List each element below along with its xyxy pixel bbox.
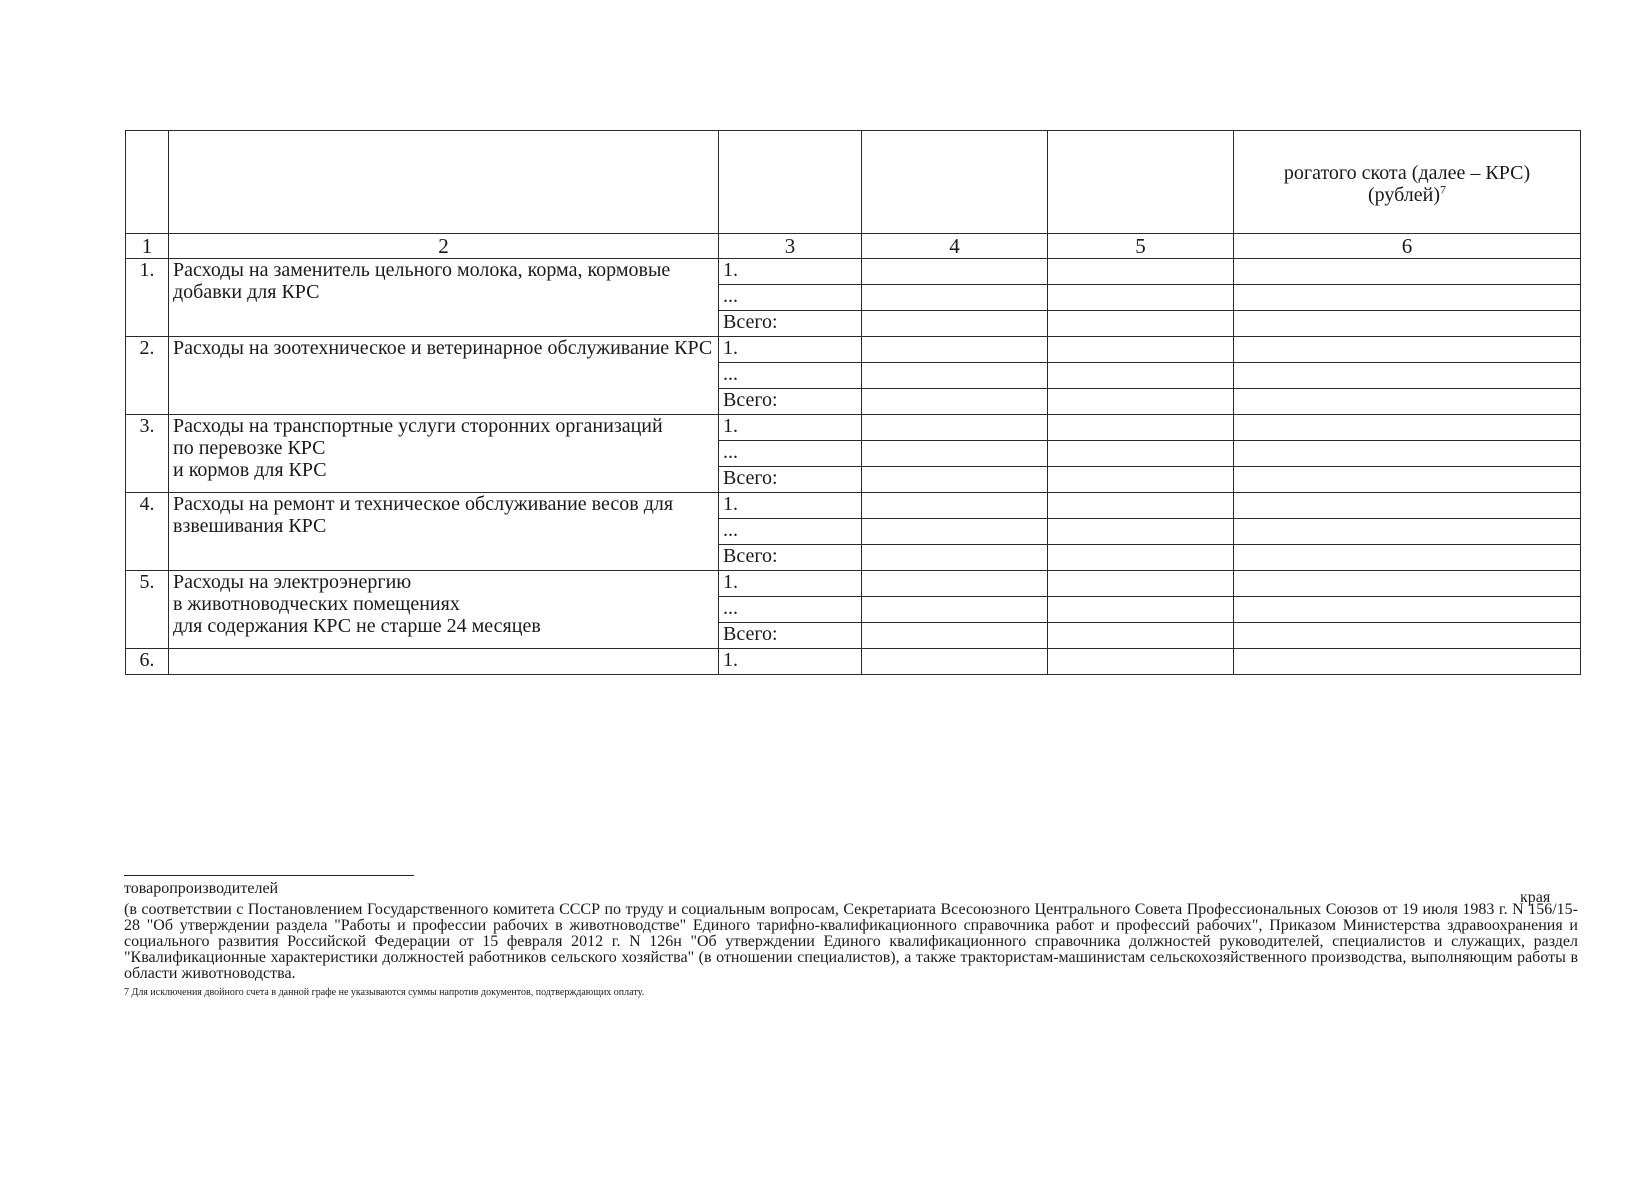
value-cell [1048, 649, 1234, 675]
sub-item-label: 1. [719, 493, 862, 519]
value-cell [1048, 493, 1234, 519]
header-col6-unit: (рублей) [1367, 184, 1441, 206]
value-cell [862, 493, 1048, 519]
value-cell [1048, 441, 1234, 467]
sub-item-label: ... [719, 441, 862, 467]
footnote-continuation-line: товаропроизводителей [124, 880, 279, 897]
table-row [126, 259, 1581, 285]
sub-item-label: 1. [719, 571, 862, 597]
value-cell [1048, 285, 1234, 311]
table-row [126, 571, 1581, 597]
sub-item-label: ... [719, 597, 862, 623]
row-description-line: по перевозке КРС [173, 437, 326, 459]
value-cell [1234, 623, 1581, 649]
value-cell [1048, 415, 1234, 441]
expenses-table [125, 130, 1581, 675]
value-cell [1048, 363, 1234, 389]
column-number: 4 [862, 234, 1048, 259]
value-cell [1234, 415, 1581, 441]
sub-item-label: 1. [719, 649, 862, 675]
value-cell [1048, 389, 1234, 415]
header-col6-title: рогатого скота (далее – КРС) [1283, 162, 1531, 184]
footnote-separator [124, 875, 414, 876]
table-row [126, 415, 1581, 441]
row-number: 5. [126, 571, 169, 649]
header-cell-1 [126, 131, 169, 234]
footnote-ref-7: 7 [1440, 182, 1447, 197]
sub-item-label: ... [719, 285, 862, 311]
row-description [169, 415, 719, 493]
value-cell [1048, 337, 1234, 363]
row-number: 2. [126, 337, 169, 415]
sub-item-total: Всего: [719, 545, 862, 571]
value-cell [862, 415, 1048, 441]
column-number: 2 [169, 234, 719, 259]
header-col6-unit-line [1238, 184, 1576, 206]
value-cell [1048, 519, 1234, 545]
value-cell [862, 623, 1048, 649]
footnote-7 [124, 987, 644, 998]
row-description: Расходы на ремонт и техническое обслуживание весов для взвешивания КРС [169, 493, 719, 571]
footnote-7-mark: 7 [124, 987, 129, 998]
value-cell [1234, 493, 1581, 519]
value-cell [1048, 597, 1234, 623]
footnote-7-text: Для исключения двойного счета в данной графе не указываются суммы напротив документов, подтверждающих оплату. [131, 987, 645, 998]
value-cell [1048, 545, 1234, 571]
value-cell [1234, 571, 1581, 597]
value-cell [1234, 519, 1581, 545]
sub-item-total: Всего: [719, 467, 862, 493]
sub-item-label: 1. [719, 259, 862, 285]
row-description [169, 571, 719, 649]
value-cell [862, 285, 1048, 311]
value-cell [862, 467, 1048, 493]
value-cell [1234, 441, 1581, 467]
value-cell [1234, 285, 1581, 311]
row-description-line: Расходы на электроэнергию [173, 571, 412, 593]
column-number: 3 [719, 234, 862, 259]
sub-item-total: Всего: [719, 623, 862, 649]
column-number: 1 [126, 234, 169, 259]
value-cell [1048, 623, 1234, 649]
value-cell [1048, 259, 1234, 285]
value-cell [1048, 467, 1234, 493]
row-number: 6. [126, 649, 169, 675]
value-cell [862, 441, 1048, 467]
value-cell [1234, 467, 1581, 493]
header-cell-6 [1234, 131, 1581, 234]
value-cell [1234, 363, 1581, 389]
footnote-paragraph: (в соответствии с Постановлением Государственного комитета СССР по труду и социальным вопросам, Секретариата Всесоюзного Центрального Совета Профессиональных Союзов от 19 июля 1983 г. N 156/15-28 "Об утверждении раздела "Работы и профессии рабочих в животноводстве" Единого тарифно-квалификационного справочника работ и профессий рабочих", Приказом Министерства здравоохранения и социального развития Российской Федерации от 15 февраля 2012 г. N 126н "Об утверждении Единого квалификационного справочника должностей руководителей, специалистов и служащих, раздел "Квалификационные характеристики должностей работников сельского хозяйства" (в отношении специалистов), а также трактористам-машинистам сельскохозяйственного производства, выполняющим работы в области животноводства. [124, 901, 1578, 982]
row-number: 1. [126, 259, 169, 337]
header-cell-5 [1048, 131, 1234, 234]
header-cell-3 [719, 131, 862, 234]
header-cell-4 [862, 131, 1048, 234]
table-row [126, 493, 1581, 519]
sub-item-label: ... [719, 519, 862, 545]
value-cell [862, 337, 1048, 363]
sub-item-label: 1. [719, 415, 862, 441]
value-cell [862, 389, 1048, 415]
column-number-row [126, 234, 1581, 259]
value-cell [1234, 337, 1581, 363]
value-cell [1234, 545, 1581, 571]
row-description-line: в животноводческих помещениях [173, 593, 460, 615]
table-row [126, 649, 1581, 675]
column-number: 5 [1048, 234, 1234, 259]
row-number: 3. [126, 415, 169, 493]
value-cell [862, 649, 1048, 675]
row-description: Расходы на заменитель цельного молока, корма, кормовые добавки для КРС [169, 259, 719, 337]
value-cell [862, 571, 1048, 597]
sub-item-total: Всего: [719, 389, 862, 415]
sub-item-total: Всего: [719, 311, 862, 337]
footnote-edge-word: края [1520, 889, 1551, 906]
column-number: 6 [1234, 234, 1581, 259]
row-number: 4. [126, 493, 169, 571]
row-description [169, 649, 719, 675]
table-header-row [126, 131, 1581, 234]
row-description-line: и кормов для КРС [173, 459, 327, 481]
value-cell [1048, 311, 1234, 337]
value-cell [862, 519, 1048, 545]
value-cell [1048, 571, 1234, 597]
value-cell [1234, 649, 1581, 675]
header-cell-2 [169, 131, 719, 234]
value-cell [862, 259, 1048, 285]
value-cell [1234, 311, 1581, 337]
row-description: Расходы на зоотехническое и ветеринарное обслуживание КРС [169, 337, 719, 415]
table-row [126, 337, 1581, 363]
value-cell [862, 597, 1048, 623]
value-cell [862, 311, 1048, 337]
value-cell [862, 545, 1048, 571]
value-cell [1234, 389, 1581, 415]
value-cell [862, 363, 1048, 389]
value-cell [1234, 259, 1581, 285]
row-description-line: Расходы на транспортные услуги сторонних организаций [173, 415, 663, 437]
value-cell [1234, 597, 1581, 623]
row-description-line: для содержания КРС не старше 24 месяцев [173, 615, 541, 637]
sub-item-label: 1. [719, 337, 862, 363]
sub-item-label: ... [719, 363, 862, 389]
